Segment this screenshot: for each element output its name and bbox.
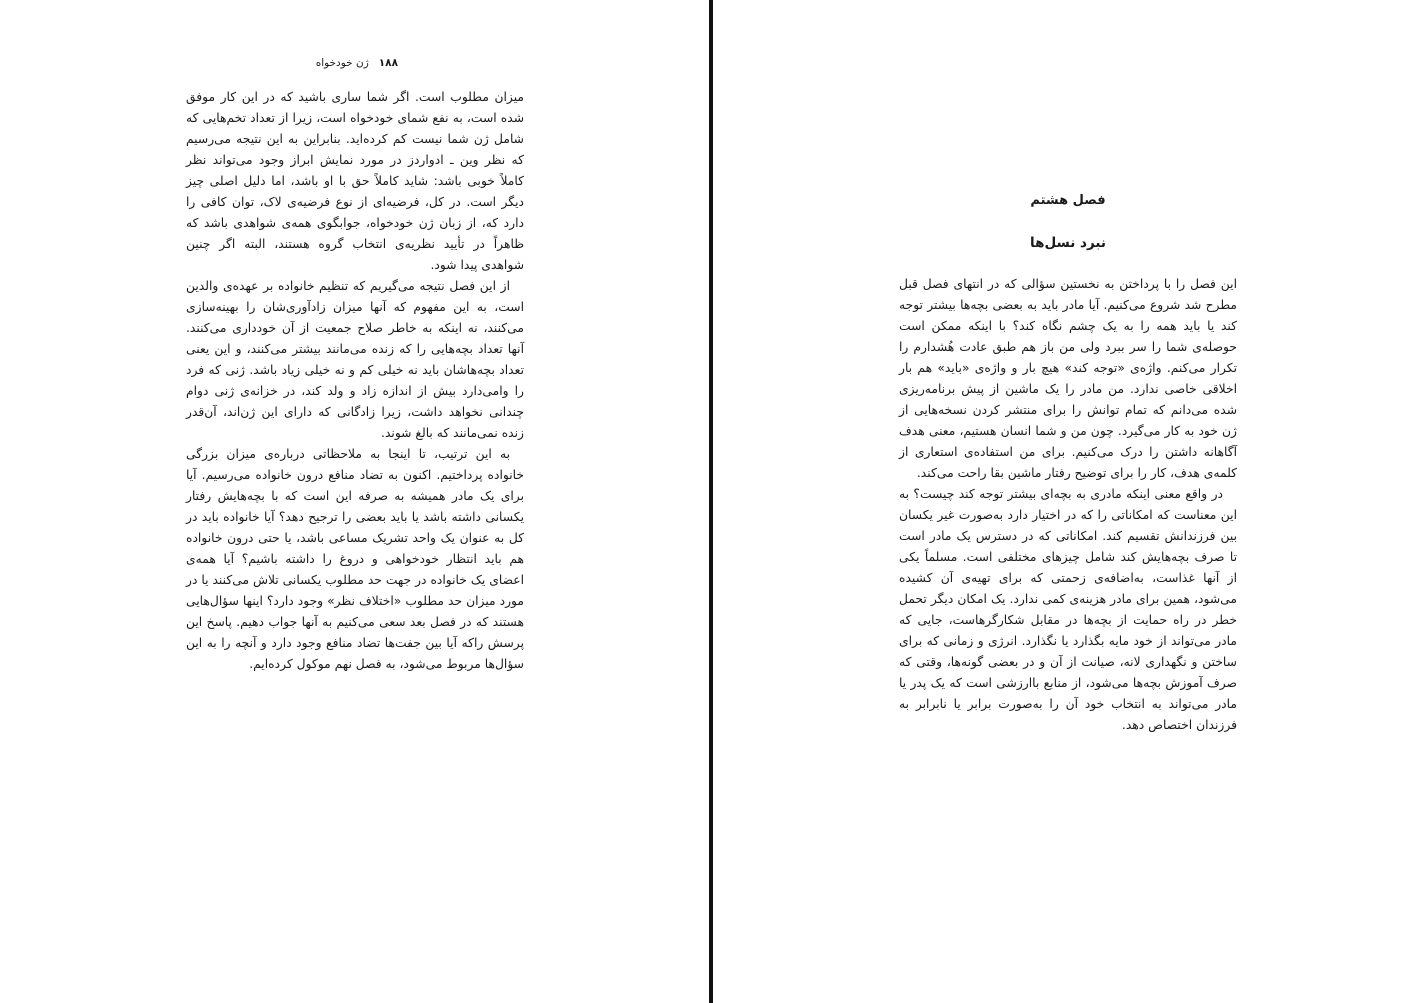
- chapter-label: فصل هشتم: [1030, 193, 1106, 208]
- paragraph: به این ترتیب، تا اینجا به ملاحظاتی درباره‌ی میزان بزرگی خانواده پرداختیم. اکنون به تضاد منافع درون خانواده می‌رسیم. آیا برای یک مادر همیشه به صرفه این است که با بچه‌هایش رفتار یکسانی داشته باشد یا باید بعضی را ترجیح دهد؟ آیا خانواده باید در کل به عنوان یک واحد تشریک مساعی باشد، یا حتی درون خانواده هم باید انتظار خودخواهی و دروغ را داشته باشیم؟ آیا همه‌ی اعضای یک خانواده در جهت حد مطلوب یکسانی تلاش می‌کنند یا در مورد میزان حد مطلوب «اختلاف نظر» وجود دارد؟ اینها سؤال‌هایی هستند که در فصل بعد سعی می‌کنیم به آنها جواب دهیم. پاسخ این پرسش راکه آیا بین جفت‌ها تضاد منافع وجود دارد و آنچه را به این سؤال‌ها مربوط می‌شود، به فصل نهم موکول کرده‌ایم.: [186, 447, 524, 671]
- left-page: [0, 0, 709, 1003]
- paragraph: میزان مطلوب است. اگر شما ساری باشید که در این کار موفق شده است، به نفع شمای خودخواه است، زیرا از تعداد تخم‌هایی که شامل ژن شما نیست کم کرده‌اید. بنابراین به این نتیجه می‌رسیم که نظر وین ـ ادواردز در مورد نمایش ابراز وجود می‌تواند نظر کاملاً خوبی باشد: شاید کاملاً حق با او باشد، اما دلیل اصلی چیز دیگر است. در کل، فرضیه‌ای از نوع فرضیه‌ی لاک، توان کافی را دارد که، از زبان ژن خودخواه، جوابگوی همه‌ی شواهدی باشد که ظاهراً در تأیید نظریه‌ی انتخاب گروه هستند، البته اگر چنین شواهدی پیدا شود.: [186, 90, 524, 272]
- running-title: ژن خودخواه: [315, 57, 369, 69]
- left-body-text: [186, 87, 524, 675]
- page-number: ۱۸۸: [378, 57, 398, 69]
- chapter-title: نبرد نسل‌ها: [1030, 235, 1106, 251]
- paragraph: از این فصل نتیجه می‌گیریم که تنظیم خانواده بر عهده‌ی والدین است، به این مفهوم که آنها میزان زادآوری‌شان را بهینه‌سازی می‌کنند، نه اینکه به خاطر صلاح جمعیت از آن خودداری می‌کنند. آنها تعداد بچه‌هایی را که زنده می‌مانند بیشتر می‌کنند، و این یعنی تعداد بچه‌هاشان باید نه خیلی کم و نه خیلی زیاد باشد. ژنی که فرد را وامی‌دارد بیش از اندازه زاد و ولد کند، در خزانه‌ی ژنی دوام چندانی نخواهد داشت، زیرا زادگانی که دارای این ژن‌اند، آن‌قدر زنده نمی‌مانند که بالغ شوند.: [186, 279, 524, 440]
- right-body-text: [899, 274, 1237, 736]
- paragraph: این فصل را با پرداختن به نخستین سؤالی که در انتهای فصل قبل مطرح شد شروع می‌کنیم. آیا مادر باید به بعضی بچه‌ها بیشتر توجه کند یا باید همه را به یک چشم نگاه کند؟ با اینکه ممکن است حوصله‌ی شما را سر ببرد ولی من باز هم طبق عادت هُشدارم را تکرار می‌کنم. واژه‌ی «توجه کند» هیچ بار و واژه‌ی «باید» هم بار اخلاقی خاصی ندارد. من مادر را یک ماشین از پیش برنامه‌ریزی شده می‌دانم که تمام توانش را برای منتشر کردن نسخه‌هایی از ژن خود به کار می‌گیرد. چون من و شما انسان هستیم، معنی هدف آگاهانه داشتن را درک می‌کنیم. برای من استفاده‌ی استعاری از کلمه‌ی هدف، کار را برای توضیح رفتار ماشین بقا راحت می‌کند.: [899, 277, 1237, 480]
- paragraph: در واقع معنی اینکه مادری به بچه‌ای بیشتر توجه کند چیست؟ به این معناست که امکاناتی را که در اختیار دارد به‌صورت غیر یکسان بین فرزندانش تقسیم کند. امکاناتی که در دسترس یک مادر است تا صرف بچه‌هایش کند شامل چیزهای مختلفی است. مسلماً یکی از آنها غذاست، به‌اضافه‌ی زحمتی که برای تهیه‌ی آن کشیده می‌شود، همین برای مادر هزینه‌ی کمی ندارد. یک امکان دیگر تحمل خطر در راه حمایت از بچه‌ها در مقابل شکارگرهاست، جایی که مادر می‌تواند از خود مایه بگذارد یا نگذارد. انرژی و زمانی که برای ساختن و نگهداری لانه، صیانت از آن و در بعضی گونه‌ها، وقتی که صرف آموزش بچه‌ها می‌شود، از منابع باارزشی است که یک پدر یا مادر می‌تواند به انتخاب خود آن را به‌صورت برابر یا نابرابر به فرزندان اختصاص دهد.: [899, 487, 1237, 732]
- running-header: [315, 55, 398, 71]
